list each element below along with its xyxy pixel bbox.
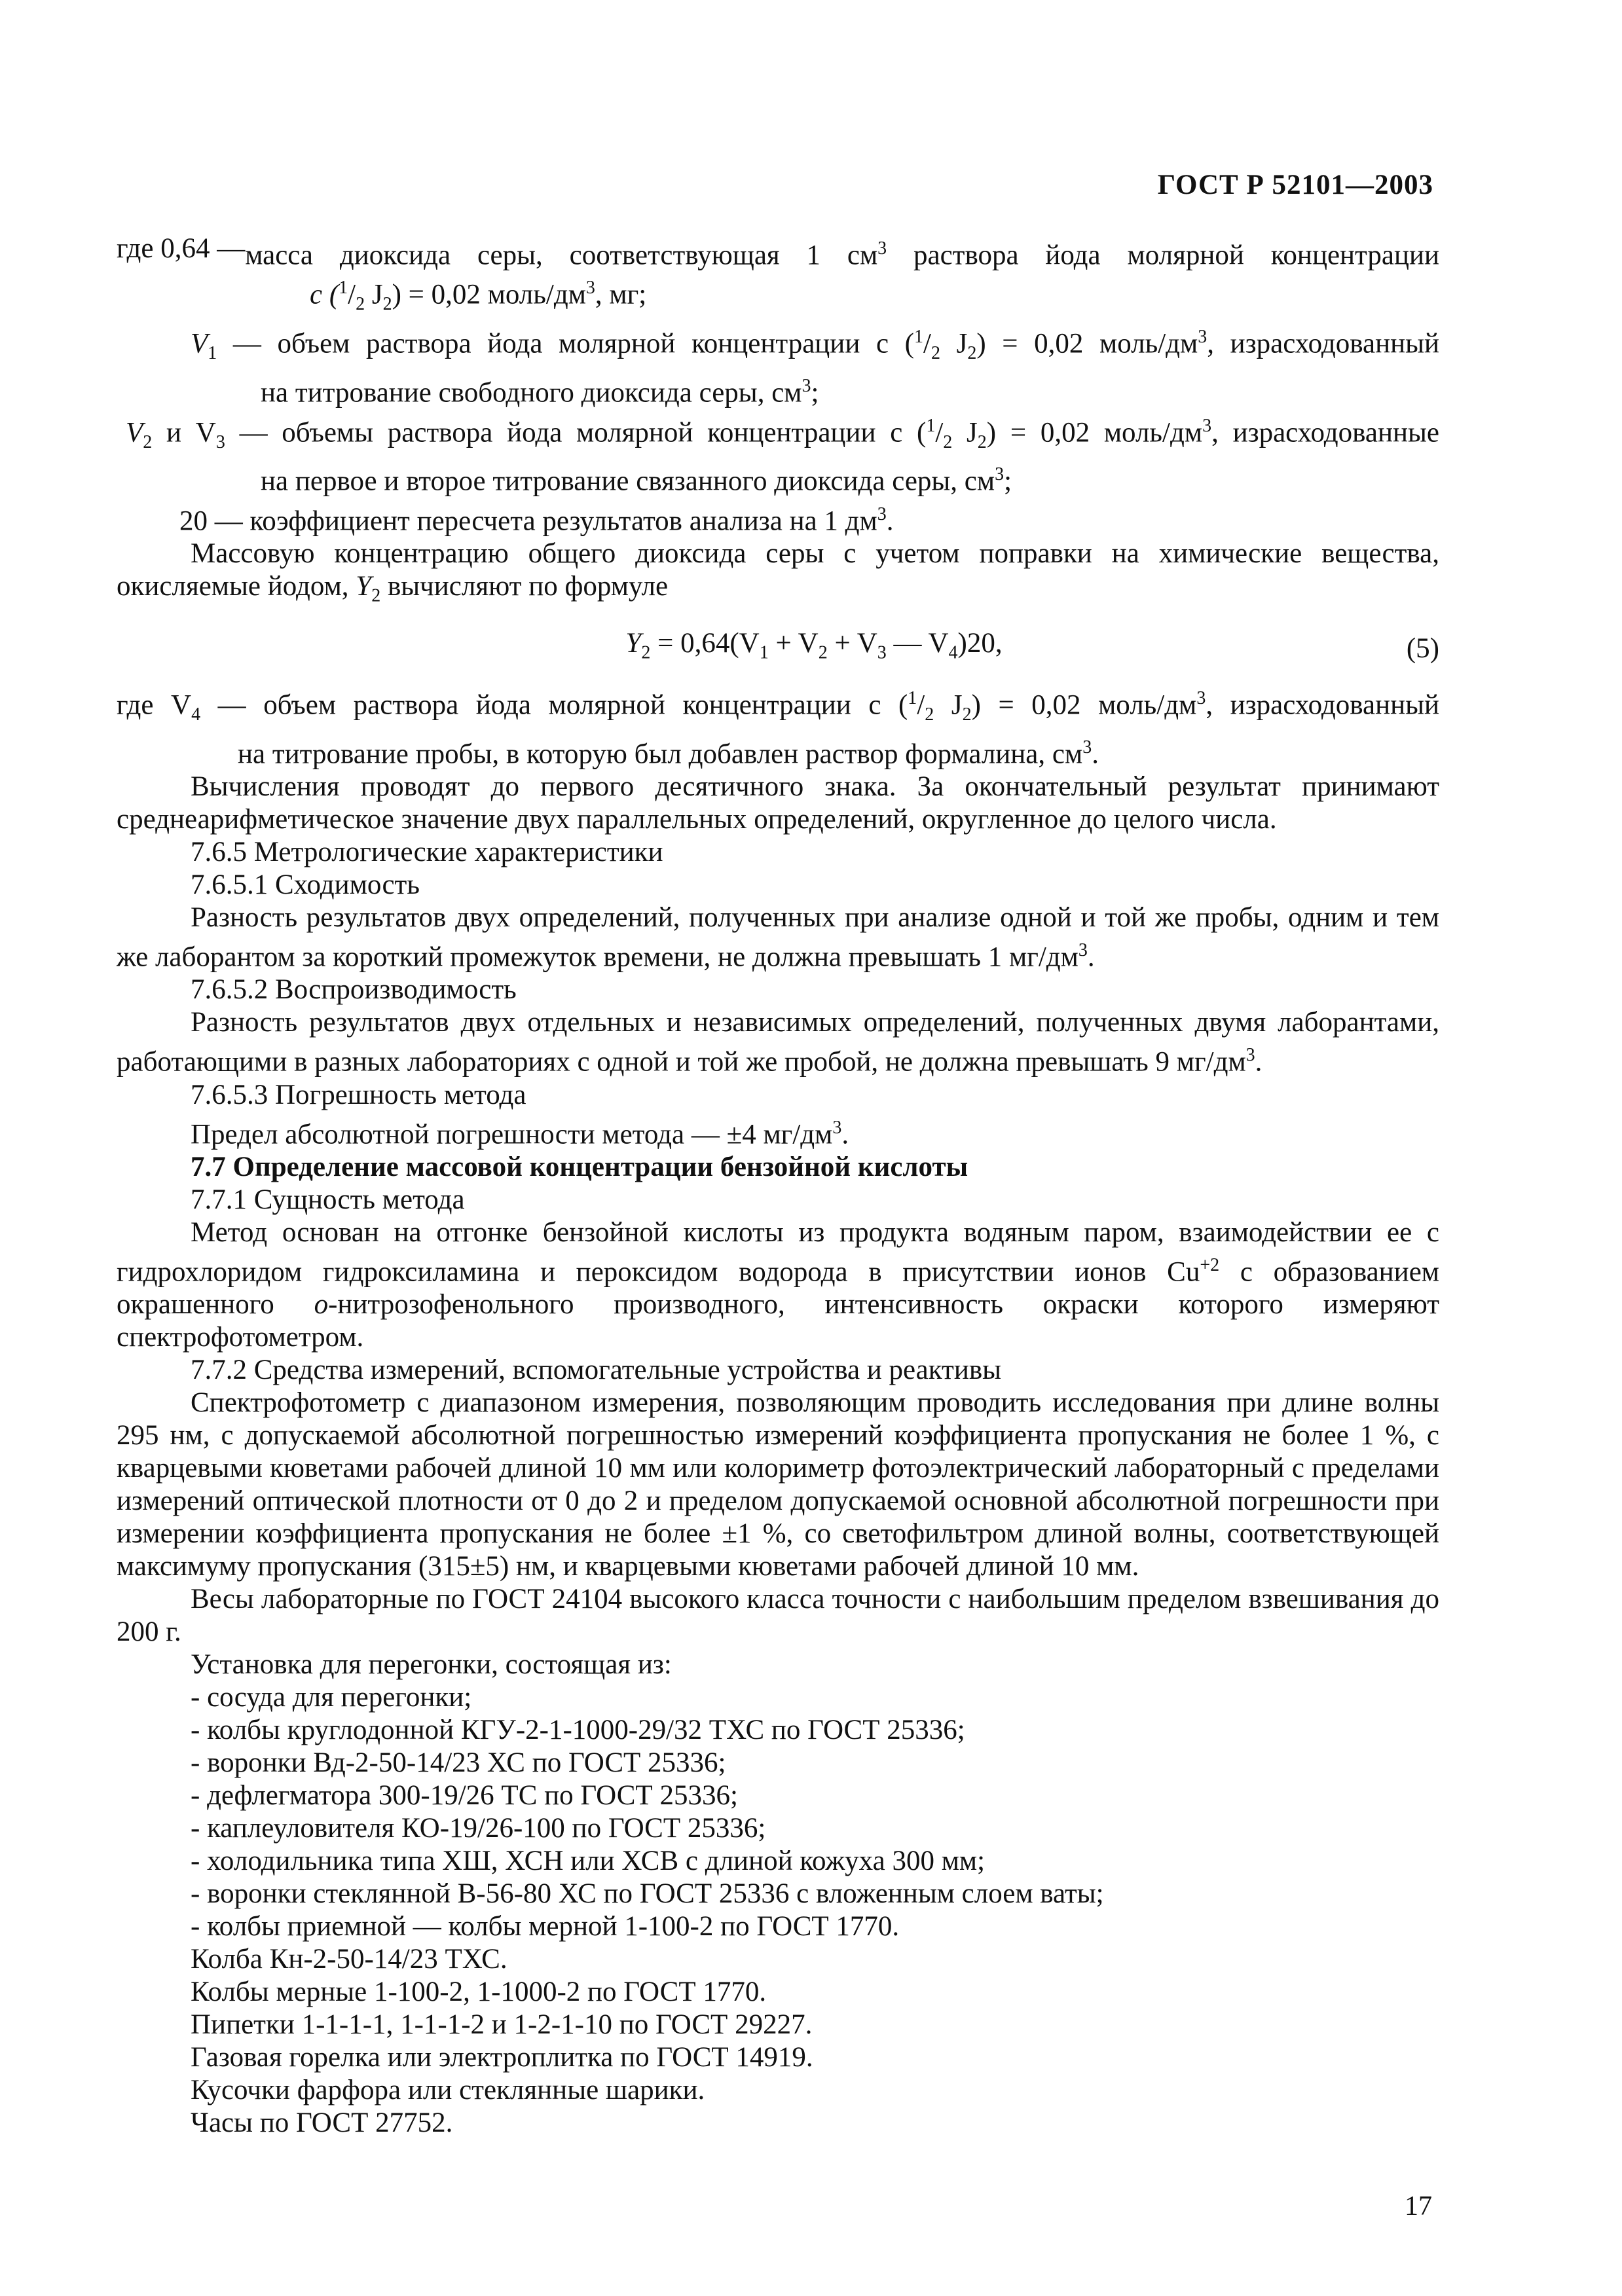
definition-v1: $V_1$ — объем раствора йода молярной концентрации c ($^1/_2$ $J_2) = 0,02$ моль/$дм^3$, израсходованный	[191, 327, 1439, 364]
definition-text: масса диоксида серы, соответствующая 1 $см^3$ раствора йода молярной концентрации	[245, 238, 1439, 271]
document-code-header: ГОСТ Р 52101—2003	[1157, 170, 1433, 200]
paragraph-scales: Весы лабораторные по ГОСТ 24104 высокого класса точности с наибольшим пределом взвешивания до 200 г.	[117, 1584, 1439, 1648]
list-item: - каплеуловителя КО-19/26-100 по ГОСТ 25336;	[191, 1813, 766, 1844]
paragraph-convergence: Разность результатов двух определений, полученных при анализе одной и той же пробы, одним и тем же лаборантом за короткий промежуток времени, не должна превышать 1 $мг/дм^3$.	[117, 902, 1439, 973]
list-item: - холодильника типа ХШ, ХСН или ХСВ с длиной кожуха 300 мм;	[191, 1846, 986, 1877]
list-item: - сосуда для перегонки;	[191, 1682, 472, 1713]
section-7-6-5: 7.6.5 Метрологические характеристики	[191, 836, 663, 867]
section-7-7-2: 7.7.2 Средства измерений, вспомогательные устройства и реактивы	[191, 1355, 1002, 1386]
section-7-6-5-3: 7.6.5.3 Погрешность метода	[191, 1079, 526, 1110]
definition-v2-v3-cont: на первое и второе титрование связанного диоксида серы, $см^3$;	[261, 464, 1012, 497]
list-item: Газовая горелка или электроплитка по ГОСТ 14919.	[191, 2042, 813, 2073]
definition-lead: где 0,64 —	[117, 233, 246, 264]
section-7-7-heading: 7.7 Определение массовой концентрации бензойной кислоты	[191, 1151, 968, 1182]
paragraph-calculation: Вычисления проводят до первого десятичного знака. За окончательный результат принимают среднеарифметическое значение двух параллельных определений, округленное до целого числа.	[117, 771, 1439, 835]
section-7-6-5-2: 7.6.5.2 Воспроизводимость	[191, 974, 517, 1006]
paragraph-spectrophotometer: Спектрофотометр с диапазоном измерения, позволяющим проводить исследования при длине волны 295 нм, с допускаемой абсолютной погрешностью измерений коэффициента пропускания не более 1 %, с кварцевыми кюветами рабочей длиной 10 мм или колориметр фотоэлектрический лабораторный с пределами измерений оптической плотности от 0 до 2 и пределом допускаемой основной абсолютной погрешности при измерении коэффициента пропускания не более ±1 %, со светофильтром длиной волны, соответствующей максимуму пропускания (315±5) нм, и кварцевыми кюветами рабочей длиной 10 мм.	[117, 1387, 1439, 1582]
definition-coef: 20 — коэффициент пересчета результатов анализа на 1 $дм^3$.	[179, 503, 894, 537]
page-number: 17	[1405, 2191, 1432, 2221]
section-7-7-1: 7.7.1 Сущность метода	[191, 1184, 465, 1215]
paragraph-total-so2: Массовую концентрацию общего диоксида серы с учетом поправки на химические вещества, окисляемые йодом, $Y_2$ вычисляют по формуле	[117, 538, 1439, 606]
paragraph-error: Предел абсолютной погрешности метода — ±4 $мг/дм^3$.	[191, 1117, 849, 1150]
list-item: - колбы приемной — колбы мерной 1-100-2 по ГОСТ 1770.	[191, 1911, 900, 1942]
formula-5	[117, 619, 1439, 678]
list-item: - колбы круглодонной КГУ-2-1-1000-29/32 ТХС по ГОСТ 25336;	[191, 1715, 965, 1746]
formula-number: (5)	[1406, 632, 1439, 664]
list-item: Часы по ГОСТ 27752.	[191, 2107, 453, 2139]
equipment-list	[117, 1943, 1439, 2140]
definition-mass	[117, 232, 1439, 272]
list-item: Колба Кн-2-50-14/23 ТХС.	[191, 1944, 507, 1975]
definition-mass-cont: c ($^1/_2$ $J_2) = 0,02$ моль/$дм^3$, мг;	[310, 278, 647, 315]
list-item: Пипетки 1-1-1-1, 1-1-1-2 и 1-2-1-10 по ГОСТ 29227.	[191, 2009, 813, 2041]
paragraph-reproducibility: Разность результатов двух отдельных и независимых определений, полученных двумя лаборантами, работающими в разных лабораториях с одной и той же пробой, не должна превышать 9 $мг/дм^3$.	[117, 1007, 1439, 1078]
document-body	[117, 232, 1439, 2140]
setup-list	[117, 1681, 1439, 1943]
paragraph-method: Метод основан на отгонке бензойной кислоты из продукта водяным паром, взаимодействии ее с гидрохлоридом гидроксиламина и пероксидом водорода в присутствии ионов $Cu^{+2}$ с образованием окрашенного o-нитрозофенольного производного, интенсивность окраски которого измеряют спектрофотометром.	[117, 1216, 1440, 1353]
list-item: Кусочки фарфора или стеклянные шарики.	[191, 2075, 705, 2106]
paragraph-setup: Установка для перегонки, состоящая из:	[191, 1649, 672, 1681]
definition-v2-v3: $V_2$ и $V_3$ — объемы раствора йода молярной концентрации c ($^1/_2$ $J_2) = 0,02$ моль/$дм^3$, израсходованные	[126, 415, 1439, 452]
list-item: - воронки стеклянной В-56-80 ХС по ГОСТ 25336 с вложенным слоем ваты;	[191, 1878, 1104, 1910]
section-7-6-5-1: 7.6.5.1 Сходимость	[191, 869, 420, 900]
list-item: Колбы мерные 1-100-2, 1-1000-2 по ГОСТ 1770.	[191, 1977, 767, 2008]
definition-v1-cont: на титрование свободного диоксида серы, $см^3$;	[261, 376, 819, 409]
formula-expression: $Y_2 = 0,64(V_1 + V_2 + V_3$ — $V_4)20$,	[625, 628, 1003, 663]
definition-v4-cont: на титрование пробы, в которую был добавлен раствор формалина, $см^3$.	[238, 737, 1099, 769]
list-item: - дефлегматора 300-19/26 ТС по ГОСТ 25336;	[191, 1780, 738, 1812]
list-item: - воронки Вд-2-50-14/23 ХС по ГОСТ 25336;	[191, 1747, 726, 1779]
definition-v4: где $V_4$ — объем раствора йода молярной концентрации c ($^1/_2$ $J_2) = 0,02$ моль/$дм^3$, израсходованный	[117, 687, 1439, 725]
